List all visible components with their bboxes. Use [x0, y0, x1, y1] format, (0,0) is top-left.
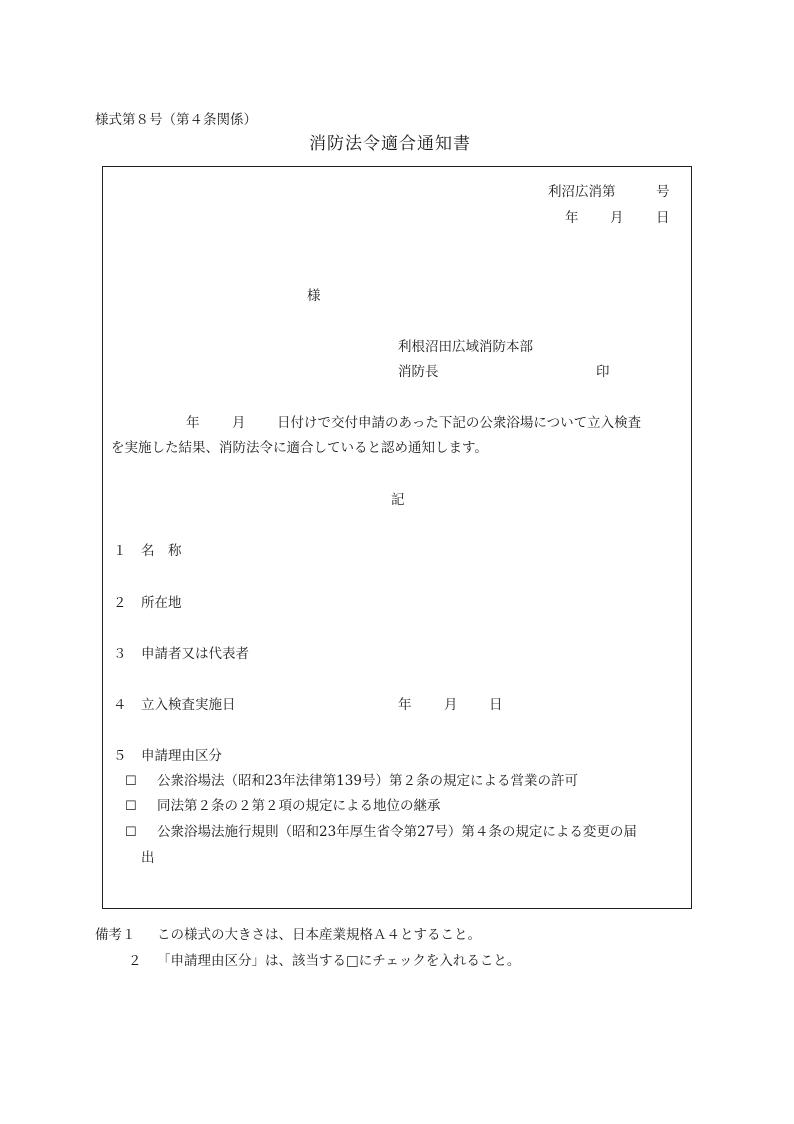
item-5-label: 申請理由区分	[141, 748, 222, 764]
item-4-label: 立入検査実施日	[141, 697, 236, 713]
item-5-number: ５	[113, 748, 127, 764]
item-4-number: ４	[113, 697, 127, 713]
item-2-label: 所在地	[141, 595, 182, 611]
body-year: 年	[186, 415, 200, 431]
note-1-label: 備考１	[95, 927, 136, 943]
body-line1: 日付けで交付申請のあった下記の公衆浴場について立入検査	[277, 415, 642, 431]
issuer-title: 消防長	[398, 364, 439, 380]
doc-number-prefix: 利沼広消第	[548, 184, 616, 200]
reason-1-text: 公衆浴場法（昭和23年法律第139号）第２条の規定による営業の許可	[157, 773, 578, 789]
item-2-number: ２	[113, 595, 127, 611]
seal-mark: 印	[596, 364, 610, 380]
inspection-day: 日	[489, 697, 503, 713]
date-month: 月	[610, 210, 624, 226]
reason-1-checkbox[interactable]: ☐	[125, 774, 137, 789]
date-day: 日	[656, 210, 670, 226]
inspection-month: 月	[444, 697, 458, 713]
item-3-number: ３	[113, 646, 127, 662]
issuer-org: 利根沼田広域消防本部	[398, 339, 533, 355]
reason-2-text: 同法第２条の２第２項の規定による地位の継承	[157, 798, 441, 814]
doc-number-suffix: 号	[656, 184, 670, 200]
reason-3-checkbox[interactable]: ☐	[125, 825, 137, 840]
item-1-label: 名 称	[141, 543, 182, 559]
body-month: 月	[232, 415, 246, 431]
inspection-year: 年	[398, 697, 412, 713]
form-number: 様式第８号（第４条関係）	[95, 112, 257, 128]
page-title: 消防法令適合通知書	[309, 134, 471, 154]
reason-3-continuation: 出	[141, 850, 155, 866]
item-3-label: 申請者又は代表者	[141, 646, 249, 662]
addressee-suffix: 様	[307, 288, 321, 304]
reason-2-checkbox[interactable]: ☐	[125, 799, 137, 814]
reason-3-text: 公衆浴場法施行規則（昭和23年厚生省令第27号）第４条の規定による変更の届	[157, 824, 637, 840]
body-line2: を実施した結果、消防法令に適合していると認め通知します。	[111, 440, 488, 456]
item-1-number: １	[113, 543, 127, 559]
note-2-text: 「申請理由区分」は、該当する□にチェックを入れること。	[157, 953, 521, 969]
date-year: 年	[565, 210, 579, 226]
ki-heading: 記	[391, 492, 405, 508]
note-2-label: ２	[128, 953, 142, 969]
note-1-text: この様式の大きさは、日本産業規格Ａ４とすること。	[157, 927, 481, 943]
